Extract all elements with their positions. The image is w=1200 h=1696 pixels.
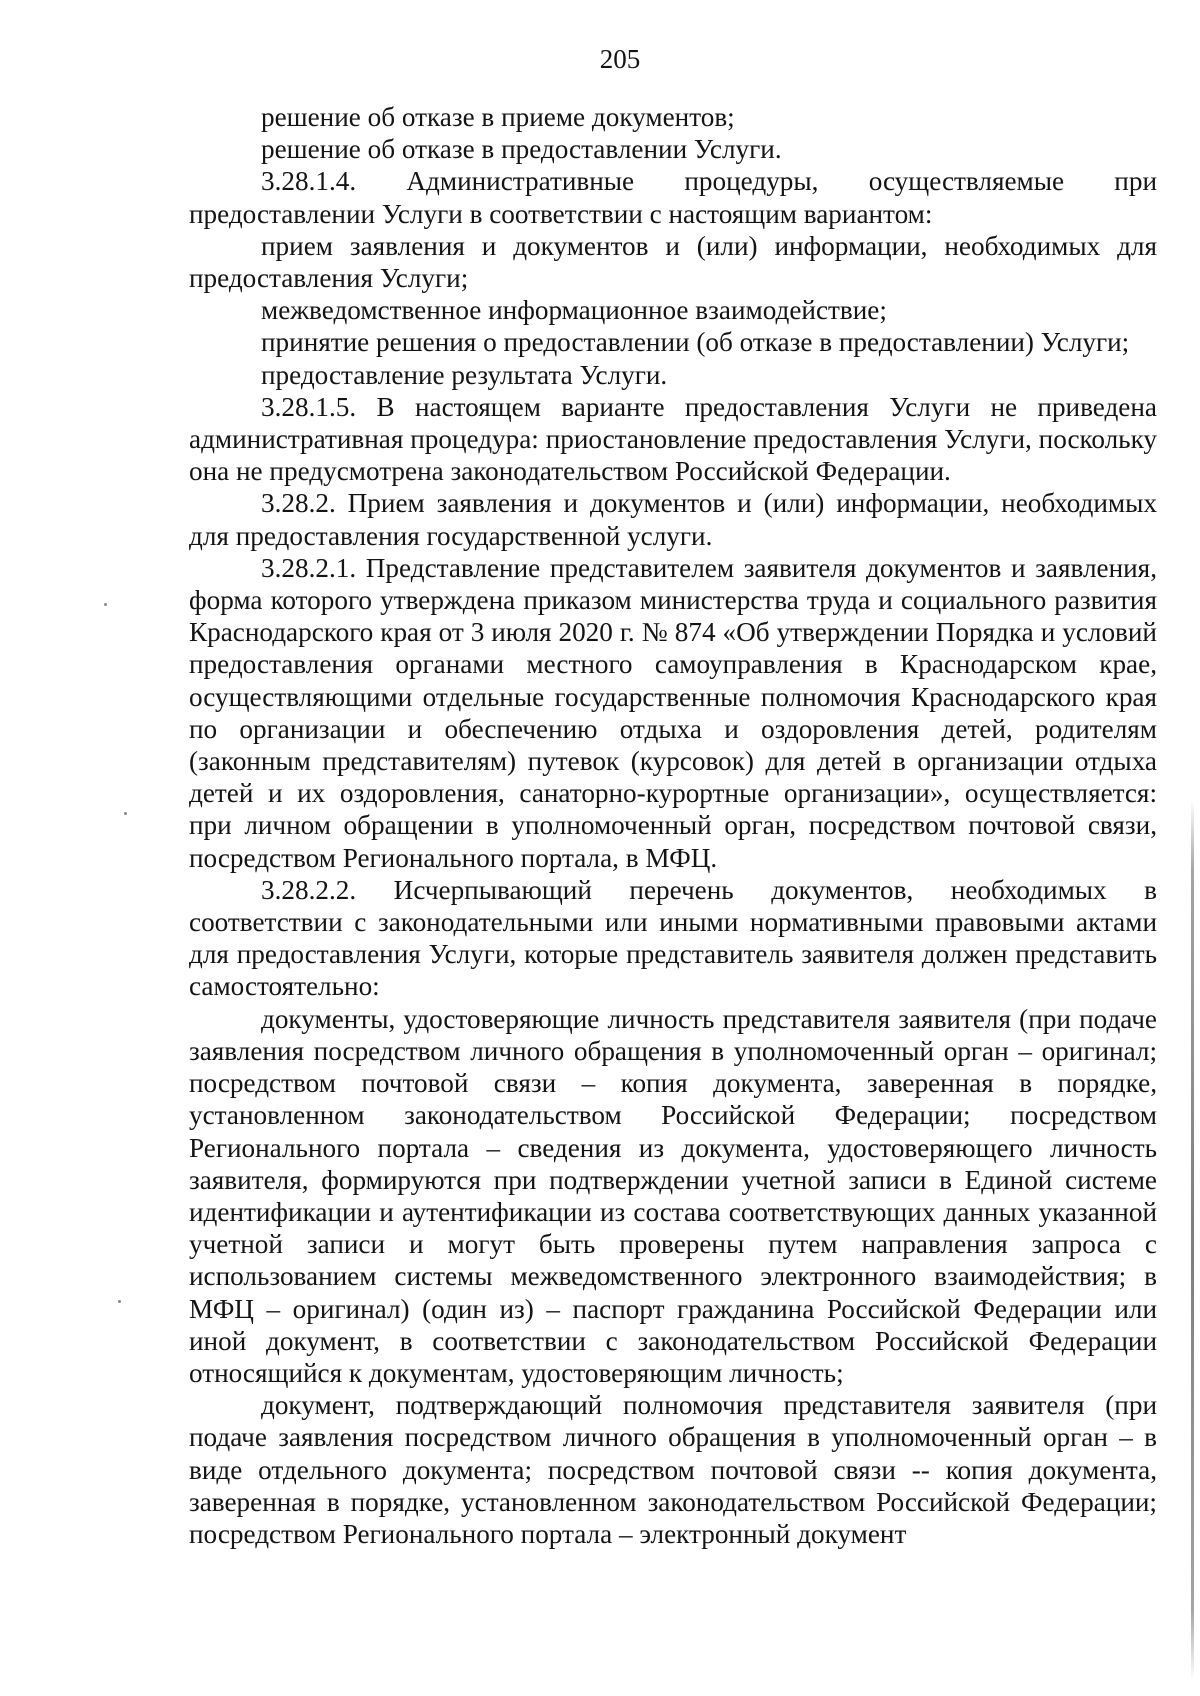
- document-body: [189, 101, 1157, 1550]
- paragraph-procedure-result: предоставление результата Услуги.: [261, 359, 668, 390]
- scan-speck: [104, 603, 107, 606]
- paragraph-3-28-1-4: 3.28.1.4. Административные процедуры, осуществляемые при предоставлении Услуги в соответствии с настоящим вариантом:: [189, 166, 1157, 229]
- paragraph-3-28-2-2: 3.28.2.2. Исчерпывающий перечень документов, необходимых в соответствии с законодательными или иными нормативными правовыми актами для предоставления Услуги, которые представитель заявителя должен представить самостоятельно:: [189, 874, 1157, 1002]
- paragraph-procedure-interagency: межведомственное информационное взаимодействие;: [261, 295, 887, 326]
- paragraph-3-28-2-1: 3.28.2.1. Представление представителем заявителя документов и заявления, форма которого утверждена приказом министерства труда и социального развития Краснодарского края от 3 июля 2020 г. № 874 «Об утверждении Порядка и условий предоставления органами местного самоуправления в Краснодарском крае, осуществляющими отдельные государственные полномочия Краснодарского края по организации и обеспечению отдыха и оздоровления детей, родителям (законным представителям) путевок (курсовок) для детей в организации отдыха детей и их оздоровления, санаторно-курортные организации», осуществляется: при личном обращении в уполномоченный орган, посредством почтовой связи, посредством Регионального портала, в МФЦ.: [189, 552, 1157, 873]
- paragraph-3-28-1-5: 3.28.1.5. В настоящем варианте предоставления Услуги не приведена административная процедура: приостановление предоставления Услуги, поскольку она не предусмотрена законодательством Российской Федерации.: [189, 391, 1157, 487]
- paragraph-refusal-service: решение об отказе в предоставлении Услуги.: [261, 134, 782, 165]
- paragraph-procedure-reception: прием заявления и документов и (или) информации, необходимых для предоставления Услуги;: [189, 230, 1157, 294]
- scan-speck: [118, 1300, 121, 1303]
- paragraph-refusal-documents: решение об отказе в приеме документов;: [261, 102, 735, 132]
- paragraph-identity-documents: документы, удостоверяющие личность представителя заявителя (при подаче заявления посредством личного обращения в уполномоченный орган – оригинал; посредством почтовой связи – копия документа, заверенная в порядке, установленном законодательством Российской Федерации; посредством Регионального портала – сведения из документа, удостоверяющего личность заявителя, формируются при подтверждении учетной записи в Единой системе идентификации и аутентификации из состава соответствующих данных указанной учетной записи и могут быть проверены путем направления запроса с использованием системы межведомственного электронного взаимодействия; в МФЦ – оригинал) (один из) – паспорт гражданина Российской Федерации или иной документ, в соответствии с законодательством Российской Федерации относящийся к документам, удостоверяющим личность;: [189, 1003, 1157, 1388]
- scan-edge-shadow: [1191, 800, 1194, 1680]
- scan-speck: [124, 812, 127, 815]
- page-number: 205: [599, 44, 641, 74]
- paragraph-3-28-2: 3.28.2. Прием заявления и документов и (или) информации, необходимых для предоставления государственной услуги.: [189, 488, 1157, 551]
- paragraph-procedure-decision: принятие решения о предоставлении (об отказе в предоставлении) Услуги;: [261, 327, 1130, 358]
- paragraph-authority-document: документ, подтверждающий полномочия представителя заявителя (при подаче заявления посредством личного обращения в уполномоченный орган – в виде отдельного документа; посредством почтовой связи -- копия документа, заверенная в порядке, установленном законодательством Российской Федерации; посредством Регионального портала – электронный документ: [189, 1390, 1157, 1549]
